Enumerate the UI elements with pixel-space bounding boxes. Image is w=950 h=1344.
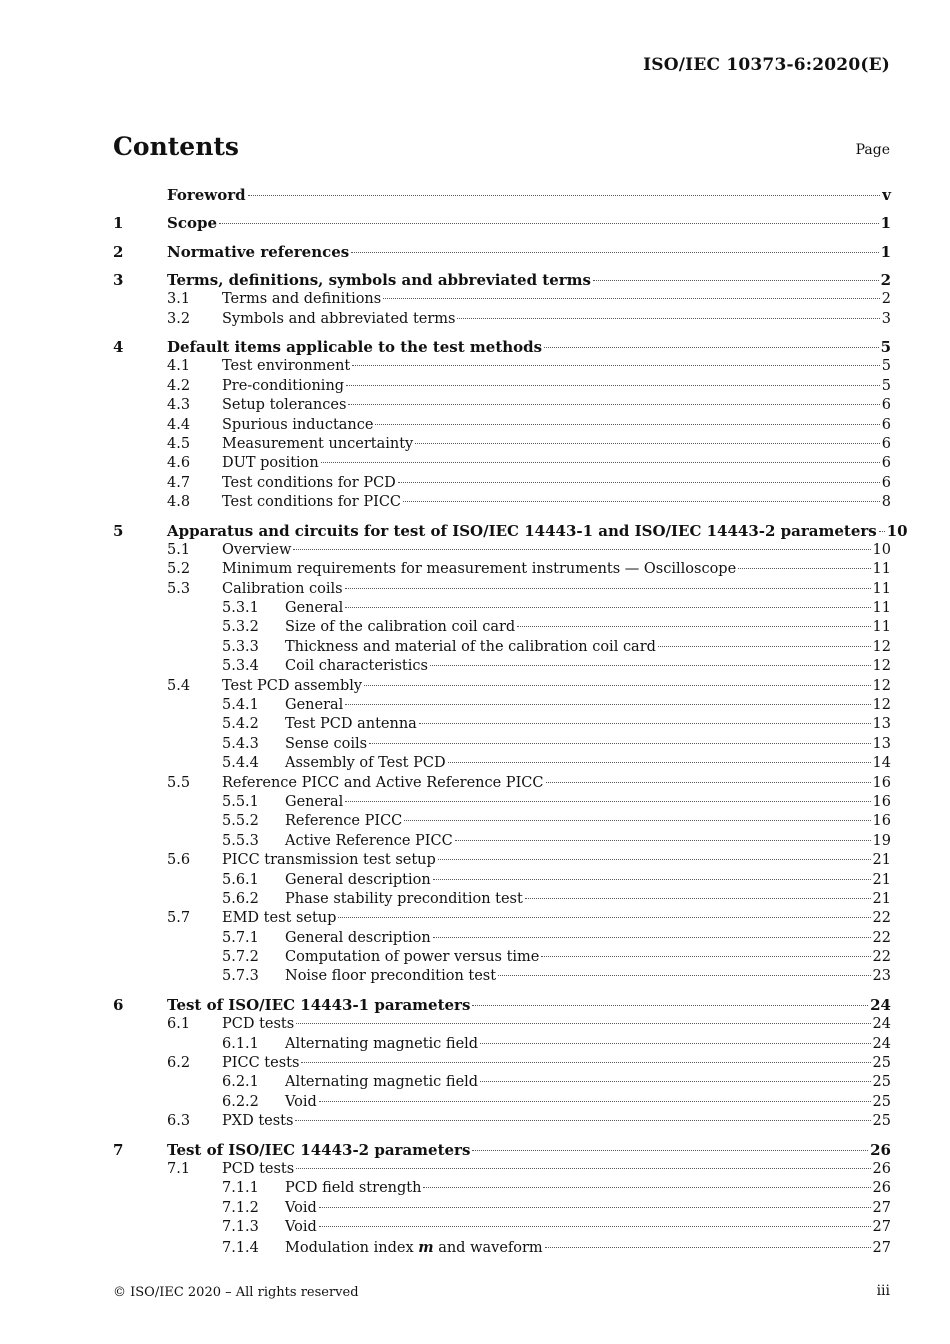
toc-entry-title: Pre-conditioning xyxy=(222,377,345,394)
toc-entry-page: 22 xyxy=(872,910,891,927)
toc-entry-number: 7.1.1 xyxy=(222,1180,259,1197)
toc-entry-title-text: and waveform xyxy=(433,1239,543,1256)
toc-leader-dots xyxy=(525,898,871,899)
toc-entry-page: 6 xyxy=(881,397,891,414)
toc-entry-title: Test of ISO/IEC 14443-2 parameters xyxy=(167,1140,471,1159)
toc-leader-dots xyxy=(403,501,880,502)
toc-entry-page: 24 xyxy=(872,1016,891,1033)
toc-entry-number: 5.7 xyxy=(167,910,191,927)
toc-leader-dots xyxy=(404,820,870,821)
toc-entry-title: PCD field strength xyxy=(285,1180,422,1197)
toc-leader-dots xyxy=(319,1207,871,1208)
toc-entry-number: 1 xyxy=(113,214,124,233)
toc-leader-dots xyxy=(593,280,879,281)
toc-entry-number: 6 xyxy=(113,996,124,1015)
toc-entry-page: 19 xyxy=(872,832,891,849)
toc-leader-dots xyxy=(472,1005,868,1006)
toc-entry-number: 5.7.2 xyxy=(222,949,259,966)
toc-entry-number: 4.4 xyxy=(167,416,191,433)
toc-entry-number: 4 xyxy=(113,338,124,357)
toc-entry-page: 12 xyxy=(872,638,891,655)
toc-entry-number: 5.4.3 xyxy=(222,735,259,752)
toc-entry-title: Terms and definitions xyxy=(222,291,382,308)
toc-entry[interactable] xyxy=(113,1199,891,1218)
toc-entry[interactable] xyxy=(113,793,891,812)
toc-entry[interactable] xyxy=(113,580,891,599)
toc-entry-page: 22 xyxy=(872,929,891,946)
toc-entry-title: Coil characteristics xyxy=(285,658,428,675)
toc-entry-title: Reference PICC xyxy=(285,813,403,830)
toc-entry-number: 6.1.1 xyxy=(222,1035,259,1052)
toc-entry[interactable] xyxy=(113,1179,891,1198)
toc-entry-number: 3.1 xyxy=(167,291,191,308)
toc-entry[interactable] xyxy=(113,851,891,870)
toc-entry-title: Void xyxy=(285,1199,317,1216)
toc-entry[interactable] xyxy=(113,270,891,290)
toc-entry-page: 2 xyxy=(881,291,891,308)
toc-entry-title: Apparatus and circuits for test of ISO/IEC 14443-1 and ISO/IEC 14443-2 parameters xyxy=(167,521,877,540)
toc-leader-dots xyxy=(415,443,880,444)
toc-entry-page: 12 xyxy=(872,696,891,713)
toc-entry-title: Symbols and abbreviated terms xyxy=(222,310,456,327)
toc-entry-title: Overview xyxy=(222,541,292,558)
toc-entry-page: 21 xyxy=(872,871,891,888)
toc-entry-page: 6 xyxy=(881,474,891,491)
toc-entry-page: 27 xyxy=(872,1219,891,1236)
toc-leader-dots xyxy=(348,404,879,405)
toc-entry-title: General description xyxy=(285,871,431,888)
toc-entry-number: 5.3.3 xyxy=(222,638,259,655)
toc-entry-page: 25 xyxy=(872,1113,891,1130)
toc-entry-number: 5.5.2 xyxy=(222,813,259,830)
toc-leader-dots xyxy=(351,252,878,253)
toc-entry-number: 5.4.2 xyxy=(222,716,259,733)
toc-entry-page: 5 xyxy=(881,358,891,375)
toc-entry-number: 5.5 xyxy=(167,774,191,791)
toc-entry[interactable] xyxy=(113,377,891,396)
toc-entry-number: 5.3.4 xyxy=(222,658,259,675)
toc-entry-title: Void xyxy=(285,1093,317,1110)
toc-entry-page: 8 xyxy=(881,494,891,511)
toc-entry-number: 5.6 xyxy=(167,852,191,869)
toc-entry-title-symbol: m xyxy=(418,1238,434,1256)
toc-entry-title: Active Reference PICC xyxy=(285,832,453,849)
toc-entry-page: 11 xyxy=(872,580,891,597)
toc-entry-page: 1 xyxy=(880,214,891,233)
toc-leader-dots xyxy=(296,1023,870,1024)
toc-entry-page: 27 xyxy=(872,1199,891,1216)
toc-entry-title: Reference PICC and Active Reference PICC xyxy=(222,774,544,791)
toc-entry-page: 24 xyxy=(870,996,891,1015)
toc-entry[interactable] xyxy=(113,638,891,657)
toc-leader-dots xyxy=(546,782,871,783)
toc-entry-number: 7.1 xyxy=(167,1160,191,1177)
toc-entry-title: Spurious inductance xyxy=(222,416,374,433)
toc-entry-title: PICC tests xyxy=(222,1055,300,1072)
toc-entry-number: 4.6 xyxy=(167,455,191,472)
toc-entry[interactable] xyxy=(113,185,891,205)
toc-entry-number: 6.1 xyxy=(167,1016,191,1033)
toc-entry-page: 22 xyxy=(872,949,891,966)
toc-entry[interactable] xyxy=(113,1140,891,1160)
toc-entry-page: 5 xyxy=(881,377,891,394)
toc-leader-dots xyxy=(438,859,871,860)
toc-entry-number: 5.5.3 xyxy=(222,832,259,849)
toc-entry-page: 13 xyxy=(872,716,891,733)
toc-entry-title: Test conditions for PCD xyxy=(222,474,396,491)
toc-entry-number: 3 xyxy=(113,271,124,290)
toc-leader-dots xyxy=(472,1150,868,1151)
contents-title: Contents xyxy=(113,132,240,161)
toc-entry-page: 24 xyxy=(872,1035,891,1052)
toc-entry-title: Alternating magnetic field xyxy=(285,1035,479,1052)
toc-entry-title: PXD tests xyxy=(222,1113,294,1130)
toc-entry-title: General xyxy=(285,696,344,713)
toc-entry-page: 10 xyxy=(872,541,891,558)
toc-entry-number: 4.3 xyxy=(167,397,191,414)
toc-entry[interactable] xyxy=(113,1218,891,1237)
toc-entry-title xyxy=(285,1238,543,1258)
toc-entry-title: Size of the calibration coil card xyxy=(285,619,516,636)
toc-entry-page: 11 xyxy=(872,561,891,578)
toc-entry-title: Sense coils xyxy=(285,735,368,752)
toc-leader-dots xyxy=(398,482,880,483)
toc-entry-number: 5.7.1 xyxy=(222,929,259,946)
toc-entry[interactable] xyxy=(113,995,891,1015)
toc-entry-number: 5.4.4 xyxy=(222,755,259,772)
toc-leader-dots xyxy=(457,318,879,319)
document-id: ISO/IEC 10373-6:2020(E) xyxy=(643,55,890,75)
toc-leader-dots xyxy=(430,665,871,666)
toc-entry-title: PCD tests xyxy=(222,1160,295,1177)
toc-entry[interactable] xyxy=(113,735,891,754)
toc-entry-page: 6 xyxy=(881,416,891,433)
toc-leader-dots xyxy=(455,840,871,841)
toc-leader-dots xyxy=(544,347,878,348)
toc-entry-page: v xyxy=(882,186,891,204)
toc-leader-dots xyxy=(345,588,871,589)
toc-entry-page: 26 xyxy=(872,1160,891,1177)
toc-entry[interactable] xyxy=(113,416,891,435)
toc-entry-number: 3.2 xyxy=(167,310,191,327)
toc-entry[interactable] xyxy=(113,948,891,967)
toc-leader-dots xyxy=(738,568,870,569)
toc-leader-dots xyxy=(369,743,870,744)
toc-entry-page: 25 xyxy=(872,1093,891,1110)
toc-leader-dots xyxy=(498,975,870,976)
toc-entry-title: Computation of power versus time xyxy=(285,949,540,966)
toc-entry-number: 5.4 xyxy=(167,677,191,694)
toc-entry-page: 21 xyxy=(872,852,891,869)
toc-entry[interactable] xyxy=(113,890,891,909)
toc-leader-dots xyxy=(541,956,870,957)
toc-entry[interactable] xyxy=(113,435,891,454)
toc-entry-page: 26 xyxy=(870,1140,891,1159)
toc-entry-page: 14 xyxy=(872,755,891,772)
toc-leader-dots xyxy=(419,723,871,724)
toc-entry-number: 4.8 xyxy=(167,494,191,511)
toc-entry-number: 7 xyxy=(113,1140,124,1159)
page-column-label: Page xyxy=(855,142,890,158)
toc-entry-number: 4.1 xyxy=(167,358,191,375)
toc-entry[interactable] xyxy=(113,1054,891,1073)
toc-entry[interactable] xyxy=(113,677,891,696)
toc-entry-page: 23 xyxy=(872,968,891,985)
toc-entry-number: 4.7 xyxy=(167,474,191,491)
toc-leader-dots xyxy=(480,1043,870,1044)
toc-entry-page: 16 xyxy=(872,774,891,791)
toc-entry[interactable] xyxy=(113,337,891,357)
toc-entry-title: Measurement uncertainty xyxy=(222,435,414,452)
toc-entry[interactable] xyxy=(113,541,891,560)
toc-entry-page: 6 xyxy=(881,455,891,472)
toc-entry-number: 5.3 xyxy=(167,580,191,597)
toc-entry[interactable] xyxy=(113,774,891,793)
toc-entry[interactable] xyxy=(113,1015,891,1034)
toc-entry-title: Test of ISO/IEC 14443-1 parameters xyxy=(167,996,471,1015)
toc-entry[interactable] xyxy=(113,474,891,493)
toc-entry-page: 21 xyxy=(872,890,891,907)
toc-entry-page: 16 xyxy=(872,813,891,830)
toc-entry-title: Alternating magnetic field xyxy=(285,1074,479,1091)
toc-leader-dots xyxy=(345,801,870,802)
toc-entry-number: 5.1 xyxy=(167,541,191,558)
toc-entry[interactable] xyxy=(113,696,891,715)
toc-entry[interactable] xyxy=(113,1238,891,1257)
toc-entry[interactable] xyxy=(113,521,908,541)
toc-entry[interactable] xyxy=(113,812,891,831)
toc-entry-number: 5.5.1 xyxy=(222,793,259,810)
toc-entry-page: 11 xyxy=(872,600,891,617)
copyright-notice: © ISO/IEC 2020 – All rights reserved xyxy=(113,1285,359,1300)
toc-entry[interactable] xyxy=(113,493,891,512)
toc-entry-page: 26 xyxy=(872,1180,891,1197)
toc-entry-number: 5.6.1 xyxy=(222,871,259,888)
toc-entry[interactable] xyxy=(113,396,891,415)
toc-entry-title: Void xyxy=(285,1219,317,1236)
toc-leader-dots xyxy=(293,549,870,550)
toc-entry-number: 5.4.1 xyxy=(222,696,259,713)
toc-entry[interactable] xyxy=(113,213,891,233)
toc-entry-number: 5 xyxy=(113,521,124,540)
toc-entry[interactable] xyxy=(113,715,891,734)
toc-entry-title: Test conditions for PICC xyxy=(222,494,402,511)
toc-entry[interactable] xyxy=(113,832,891,851)
toc-entry-page: 6 xyxy=(881,435,891,452)
toc-entry-title: PICC transmission test setup xyxy=(222,852,436,869)
toc-leader-dots xyxy=(517,626,870,627)
toc-entry[interactable] xyxy=(113,454,891,473)
toc-entry-title: General description xyxy=(285,929,431,946)
toc-leader-dots xyxy=(879,531,885,532)
toc-entry[interactable] xyxy=(113,1112,891,1131)
toc-entry[interactable] xyxy=(113,929,891,948)
toc-entry-title: Test PCD assembly xyxy=(222,677,363,694)
toc-entry-title: Default items applicable to the test methods xyxy=(167,338,543,357)
toc-entry-title: Minimum requirements for measurement instruments — Oscilloscope xyxy=(222,561,737,578)
toc-leader-dots xyxy=(423,1187,870,1188)
toc-leader-dots xyxy=(338,917,870,918)
toc-entry[interactable] xyxy=(113,290,891,309)
toc-entry-number: 6.2.2 xyxy=(222,1093,259,1110)
toc-entry-number: 6.3 xyxy=(167,1113,191,1130)
toc-leader-dots xyxy=(658,646,871,647)
toc-entry-title: General xyxy=(285,793,344,810)
toc-entry-title: Phase stability precondition test xyxy=(285,890,523,907)
toc-leader-dots xyxy=(352,365,880,366)
toc-entry-number: 5.6.2 xyxy=(222,890,259,907)
toc-entry[interactable] xyxy=(113,618,891,637)
toc-entry[interactable] xyxy=(113,909,891,928)
toc-leader-dots xyxy=(480,1081,870,1082)
toc-entry-page: 3 xyxy=(881,310,891,327)
toc-leader-dots xyxy=(248,195,881,196)
toc-entry-number: 5.7.3 xyxy=(222,968,259,985)
toc-leader-dots xyxy=(364,685,870,686)
toc-entry[interactable] xyxy=(113,357,891,376)
toc-entry-title-text: Modulation index xyxy=(285,1239,414,1256)
toc-leader-dots xyxy=(545,1247,871,1248)
page-number: iii xyxy=(876,1283,890,1299)
toc-leader-dots xyxy=(375,424,879,425)
toc-leader-dots xyxy=(296,1168,870,1169)
toc-entry[interactable] xyxy=(113,967,891,986)
toc-entry[interactable] xyxy=(113,657,891,676)
toc-entry-page: 1 xyxy=(880,242,891,261)
toc-leader-dots xyxy=(319,1226,871,1227)
toc-leader-dots xyxy=(219,223,879,224)
toc-entry[interactable] xyxy=(113,242,891,262)
toc-leader-dots xyxy=(345,704,870,705)
toc-entry[interactable] xyxy=(113,310,891,329)
toc-entry-title: Test PCD antenna xyxy=(285,716,417,733)
toc-entry-title: EMD test setup xyxy=(222,910,337,927)
toc-entry[interactable] xyxy=(113,1073,891,1092)
toc-entry-title: General xyxy=(285,600,344,617)
toc-entry-number: 7.1.4 xyxy=(222,1239,259,1256)
toc-leader-dots xyxy=(448,762,871,763)
toc-entry-page: 12 xyxy=(872,658,891,675)
toc-entry-number: 5.2 xyxy=(167,561,191,578)
toc-leader-dots xyxy=(433,879,871,880)
toc-entry-title: Normative references xyxy=(167,242,350,261)
toc-entry-page: 12 xyxy=(872,677,891,694)
table-of-contents xyxy=(113,185,908,1257)
toc-entry-number: 7.1.3 xyxy=(222,1219,259,1236)
toc-entry-title: Foreword xyxy=(167,186,246,204)
toc-entry-page: 11 xyxy=(872,619,891,636)
toc-entry[interactable] xyxy=(113,560,891,579)
toc-leader-dots xyxy=(301,1062,870,1063)
toc-entry-title: Scope xyxy=(167,214,218,233)
toc-entry-number: 7.1.2 xyxy=(222,1199,259,1216)
toc-entry-page: 13 xyxy=(872,735,891,752)
toc-entry-page: 25 xyxy=(872,1055,891,1072)
toc-entry-page: 5 xyxy=(880,338,891,357)
toc-entry-title: Thickness and material of the calibration coil card xyxy=(285,638,656,655)
toc-leader-dots xyxy=(383,298,880,299)
toc-entry-number: 5.3.2 xyxy=(222,619,259,636)
toc-entry-title: Calibration coils xyxy=(222,580,343,597)
toc-entry-page: 10 xyxy=(886,521,908,540)
toc-entry-page: 16 xyxy=(872,793,891,810)
toc-entry[interactable] xyxy=(113,599,891,618)
toc-entry-page: 25 xyxy=(872,1074,891,1091)
toc-entry-number: 4.5 xyxy=(167,435,191,452)
toc-leader-dots xyxy=(433,937,871,938)
toc-entry-number: 4.2 xyxy=(167,377,191,394)
toc-entry-title: Setup tolerances xyxy=(222,397,347,414)
toc-entry[interactable] xyxy=(113,871,891,890)
toc-entry-page: 27 xyxy=(872,1239,891,1256)
toc-entry-number: 6.2.1 xyxy=(222,1074,259,1091)
toc-entry-number: 6.2 xyxy=(167,1055,191,1072)
toc-entry[interactable] xyxy=(113,1093,891,1112)
toc-entry[interactable] xyxy=(113,1160,891,1179)
toc-entry-page: 2 xyxy=(880,271,891,290)
toc-entry-title: DUT position xyxy=(222,455,319,472)
toc-entry[interactable] xyxy=(113,754,891,773)
toc-leader-dots xyxy=(321,462,880,463)
toc-leader-dots xyxy=(346,385,880,386)
toc-entry-title: Assembly of Test PCD xyxy=(285,755,446,772)
toc-leader-dots xyxy=(319,1101,871,1102)
toc-entry-title: Terms, definitions, symbols and abbreviated terms xyxy=(167,271,591,290)
toc-entry-number: 5.3.1 xyxy=(222,600,259,617)
toc-entry-title: Noise floor precondition test xyxy=(285,968,497,985)
toc-entry-number: 2 xyxy=(113,242,124,261)
toc-entry-title: Test environment xyxy=(222,358,351,375)
toc-leader-dots xyxy=(295,1120,870,1121)
toc-leader-dots xyxy=(345,607,870,608)
toc-entry[interactable] xyxy=(113,1035,891,1054)
toc-entry-title: PCD tests xyxy=(222,1016,295,1033)
